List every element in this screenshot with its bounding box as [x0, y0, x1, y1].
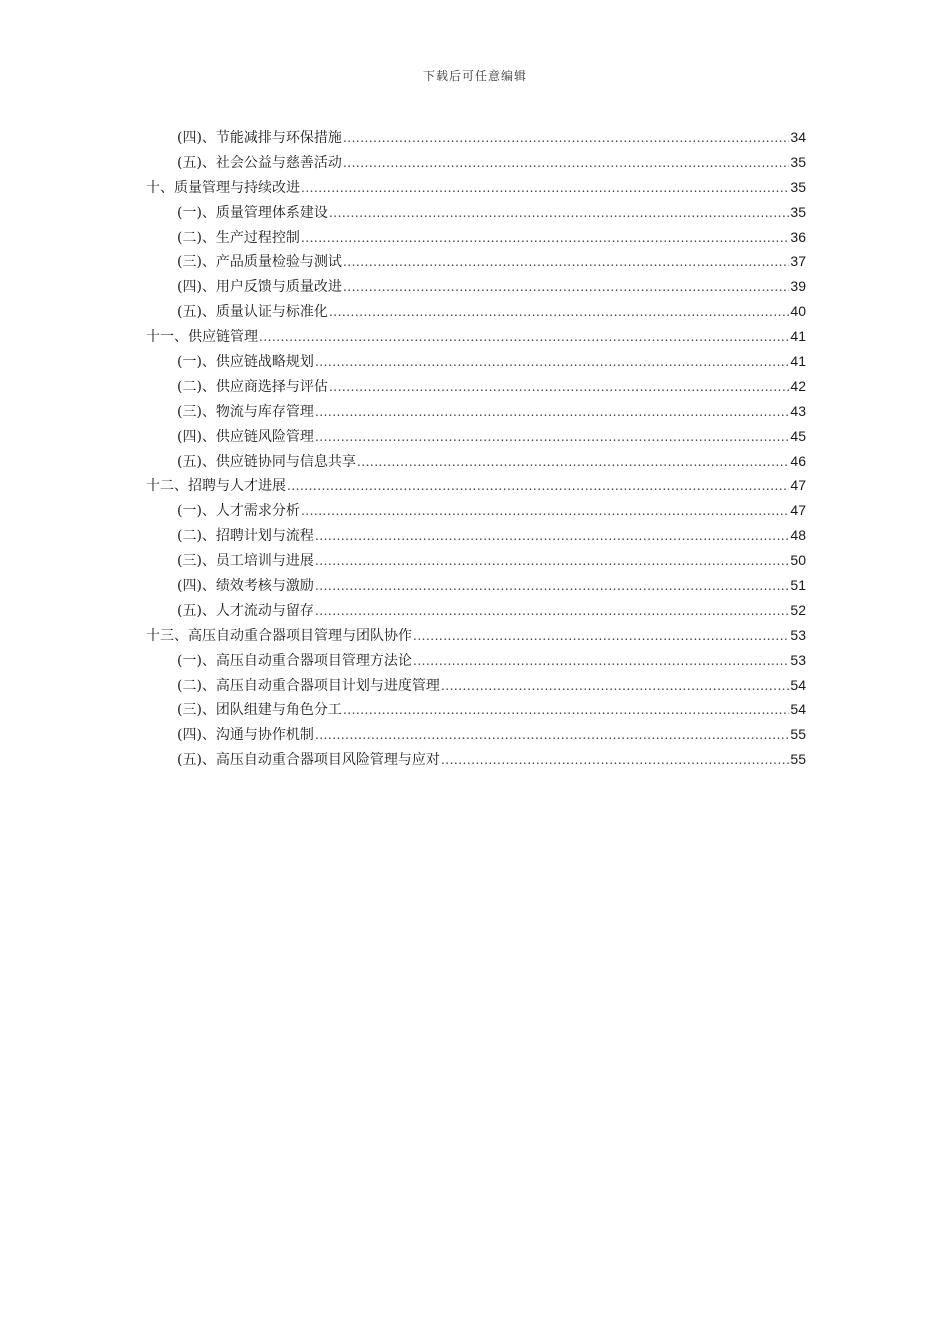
toc-page-number: 54	[790, 701, 806, 718]
toc-dot-leader	[315, 599, 789, 624]
toc-dot-leader	[343, 698, 789, 723]
toc-dot-leader	[301, 226, 789, 251]
toc-chapter-entry[interactable]	[146, 324, 806, 349]
toc-page-number: 47	[790, 502, 806, 519]
toc-page-number: 40	[790, 303, 806, 320]
toc-dot-leader	[413, 649, 789, 674]
toc-section-entry[interactable]	[146, 299, 806, 324]
toc-page-number: 35	[790, 178, 806, 195]
toc-entry-title: (五)、社会公益与慈善活动	[177, 154, 342, 171]
toc-page-number: 36	[790, 228, 806, 245]
toc-dot-leader	[343, 250, 789, 275]
toc-dot-leader	[301, 176, 789, 201]
toc-page-number: 54	[790, 676, 806, 693]
toc-page-number: 39	[790, 278, 806, 295]
toc-entry-title: 十、质量管理与持续改进	[146, 179, 300, 196]
toc-dot-leader	[315, 400, 789, 425]
toc-dot-leader	[343, 151, 789, 176]
toc-section-entry[interactable]	[146, 424, 806, 449]
toc-entry-title: 十三、高压自动重合器项目管理与团队协作	[146, 627, 412, 644]
toc-dot-leader	[413, 624, 789, 649]
toc-entry-title: (五)、供应链协同与信息共享	[177, 453, 356, 470]
toc-section-entry[interactable]	[146, 274, 806, 299]
toc-entry-title: (一)、供应链战略规划	[177, 354, 314, 371]
toc-chapter-entry[interactable]	[146, 623, 806, 648]
toc-entry-title: (四)、沟通与协作机制	[177, 727, 314, 744]
toc-page-number: 55	[790, 726, 806, 743]
toc-entry-title: (四)、用户反馈与质量改进	[177, 279, 342, 296]
toc-section-entry[interactable]	[146, 697, 806, 722]
toc-page-number: 51	[790, 577, 806, 594]
toc-entry-title: (五)、人才流动与留存	[177, 602, 314, 619]
toc-dot-leader	[329, 375, 789, 400]
toc-section-entry[interactable]	[146, 200, 806, 225]
toc-entry-title: (五)、高压自动重合器项目风险管理与应对	[177, 752, 440, 769]
table-of-contents	[146, 125, 806, 772]
toc-dot-leader	[315, 524, 789, 549]
toc-dot-leader	[357, 450, 789, 475]
toc-entry-title: (二)、招聘计划与流程	[177, 528, 314, 545]
toc-entry-title: (三)、物流与库存管理	[177, 403, 314, 420]
toc-entry-title: (五)、质量认证与标准化	[177, 304, 328, 321]
toc-section-entry[interactable]	[146, 249, 806, 274]
toc-section-entry[interactable]	[146, 573, 806, 598]
toc-entry-title: (四)、绩效考核与激励	[177, 578, 314, 595]
toc-dot-leader	[301, 499, 789, 524]
toc-dot-leader	[329, 201, 789, 226]
toc-dot-leader	[315, 549, 789, 574]
toc-section-entry[interactable]	[146, 747, 806, 772]
toc-dot-leader	[441, 748, 789, 773]
toc-dot-leader	[441, 674, 789, 699]
toc-page-number: 45	[790, 427, 806, 444]
toc-section-entry[interactable]	[146, 548, 806, 573]
toc-entry-title: (三)、员工培训与进展	[177, 553, 314, 570]
toc-page-number: 41	[790, 353, 806, 370]
toc-entry-title: (二)、生产过程控制	[177, 229, 300, 246]
toc-page-number: 55	[790, 751, 806, 768]
toc-entry-title: (三)、团队组建与角色分工	[177, 702, 342, 719]
toc-section-entry[interactable]	[146, 648, 806, 673]
toc-page-number: 47	[790, 477, 806, 494]
toc-entry-title: (二)、高压自动重合器项目计划与进度管理	[177, 677, 440, 694]
toc-section-entry[interactable]	[146, 722, 806, 747]
toc-dot-leader	[315, 574, 789, 599]
page-header: 下载后可任意编辑	[422, 69, 527, 83]
toc-chapter-entry[interactable]	[146, 473, 806, 498]
toc-section-entry[interactable]	[146, 349, 806, 374]
toc-section-entry[interactable]	[146, 150, 806, 175]
toc-section-entry[interactable]	[146, 498, 806, 523]
toc-page-number: 52	[790, 601, 806, 618]
toc-chapter-entry[interactable]	[146, 175, 806, 200]
toc-dot-leader	[315, 723, 789, 748]
toc-section-entry[interactable]	[146, 399, 806, 424]
toc-page-number: 37	[790, 253, 806, 270]
toc-section-entry[interactable]	[146, 523, 806, 548]
toc-dot-leader	[315, 425, 789, 450]
toc-section-entry[interactable]	[146, 225, 806, 250]
toc-dot-leader	[315, 350, 789, 375]
toc-entry-title: (一)、高压自动重合器项目管理方法论	[177, 652, 412, 669]
toc-entry-title: (四)、供应链风险管理	[177, 428, 314, 445]
toc-page-number: 50	[790, 552, 806, 569]
toc-dot-leader	[259, 325, 789, 350]
toc-entry-title: (三)、产品质量检验与测试	[177, 254, 342, 271]
toc-section-entry[interactable]	[146, 374, 806, 399]
toc-page-number: 53	[790, 626, 806, 643]
toc-entry-title: 十一、供应链管理	[146, 329, 258, 346]
toc-section-entry[interactable]	[146, 673, 806, 698]
toc-entry-title: 十二、招聘与人才进展	[146, 478, 286, 495]
toc-page-number: 53	[790, 651, 806, 668]
toc-page-number: 41	[790, 328, 806, 345]
toc-section-entry[interactable]	[146, 598, 806, 623]
toc-page-number: 35	[790, 153, 806, 170]
toc-page-number: 48	[790, 527, 806, 544]
toc-page-number: 42	[790, 377, 806, 394]
toc-section-entry[interactable]	[146, 125, 806, 150]
toc-page-number: 46	[790, 452, 806, 469]
toc-page-number: 34	[790, 129, 806, 145]
toc-dot-leader	[343, 275, 789, 300]
toc-dot-leader	[287, 474, 789, 499]
toc-page-number: 43	[790, 402, 806, 419]
toc-dot-leader	[343, 126, 789, 151]
toc-entry-title: (一)、人才需求分析	[177, 503, 300, 520]
toc-dot-leader	[329, 300, 789, 325]
toc-entry-title: (二)、供应商选择与评估	[177, 378, 328, 395]
toc-entry-title: (一)、质量管理体系建设	[177, 204, 328, 221]
toc-section-entry[interactable]	[146, 449, 806, 474]
toc-entry-title: (四)、节能减排与环保措施	[177, 130, 342, 146]
toc-page-number: 35	[790, 203, 806, 220]
